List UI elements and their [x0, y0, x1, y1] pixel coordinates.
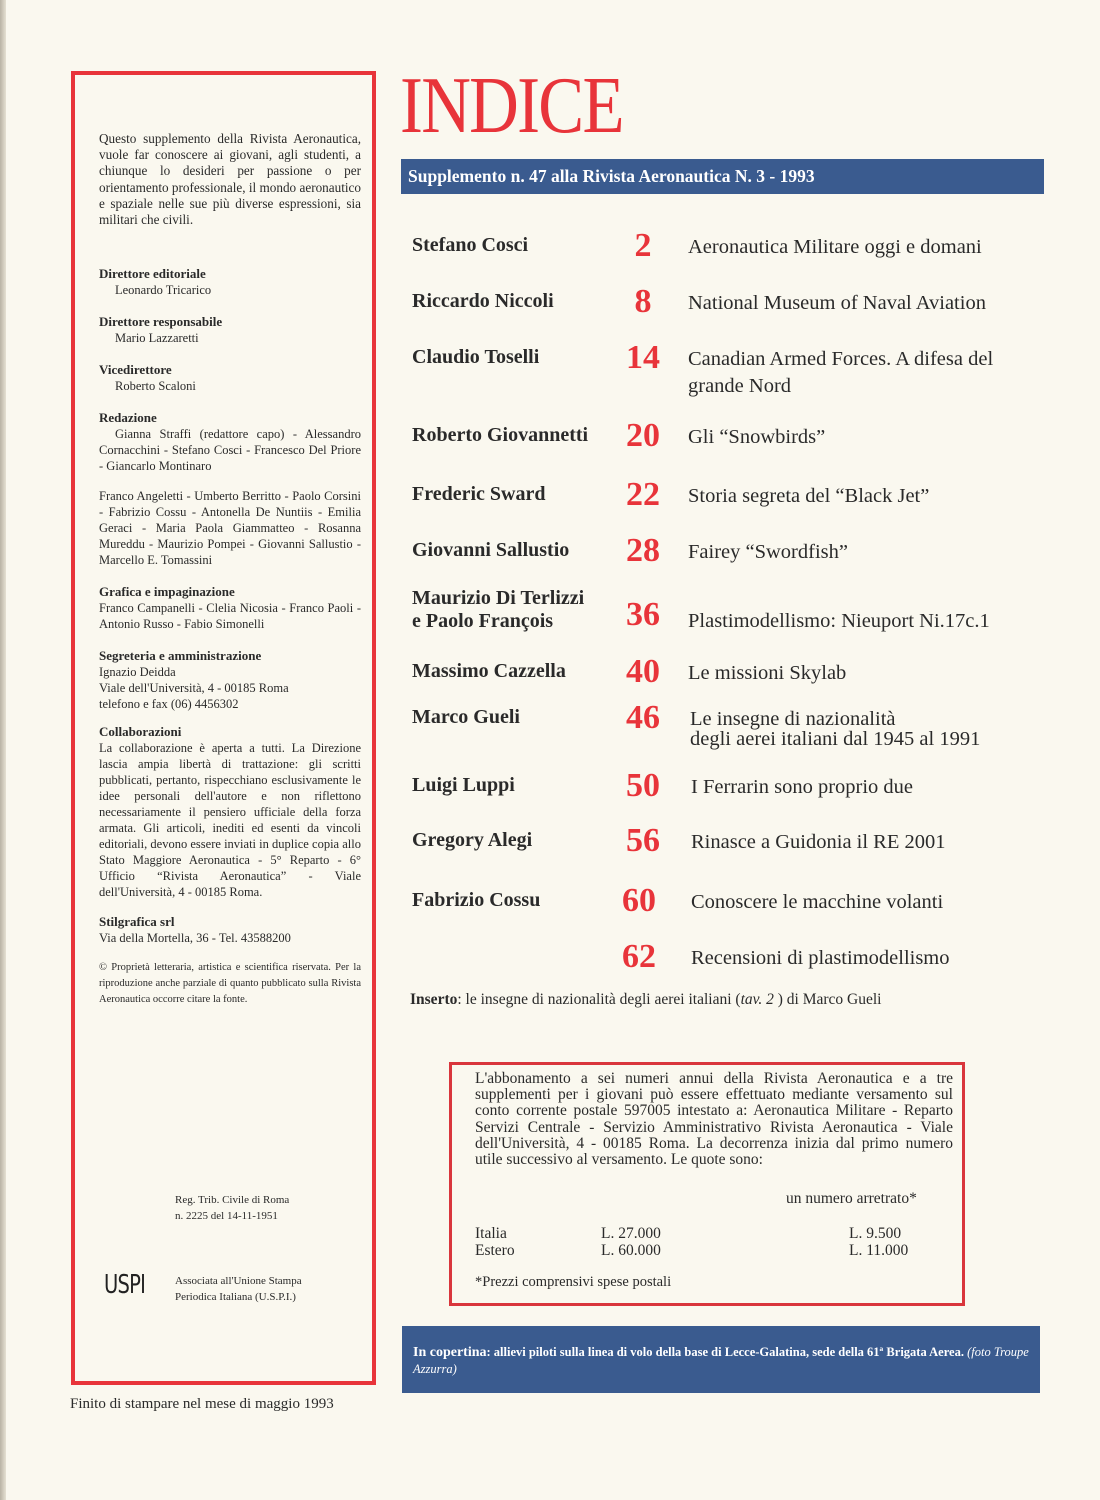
- uspi-line: Associata all'Unione Stampa: [175, 1275, 302, 1287]
- toc-entry[interactable]: [412, 767, 1042, 814]
- toc-title: Le missioni Skylab: [688, 662, 847, 684]
- toc-author: Frederic Sward: [412, 483, 546, 505]
- toc-author: Marco Gueli: [412, 706, 520, 728]
- section-body: Leonardo Tricarico: [115, 283, 212, 298]
- toc-entry[interactable]: [412, 339, 1042, 397]
- price-annual: L. 60.000: [601, 1242, 661, 1259]
- cover-caption: [402, 1326, 1040, 1393]
- masthead: [99, 131, 361, 1008]
- toc-author: Gregory Alegi: [412, 829, 533, 851]
- section-title: Direttore editoriale: [99, 266, 206, 282]
- toc-page-number: 46: [626, 699, 660, 736]
- section-stilgrafica: [99, 914, 361, 946]
- inserto-label: Inserto: [410, 991, 458, 1008]
- price-footnote: *Prezzi comprensivi spese postali: [475, 1274, 672, 1290]
- section-title: Stilgrafica srl: [99, 914, 175, 930]
- toc-entry[interactable]: [412, 227, 1042, 274]
- section-segreteria: [99, 648, 361, 712]
- toc-title: National Museum of Naval Aviation: [688, 292, 986, 314]
- toc-entry[interactable]: [412, 476, 1042, 523]
- toc-author: Luigi Luppi: [412, 774, 515, 796]
- section-body: Via della Mortella, 36 - Tel. 43588200: [99, 931, 291, 946]
- toc-title: Plastimodellismo: Nieuport Ni.17c.1: [688, 610, 990, 632]
- toc-title: Recensioni di plastimodellismo: [691, 947, 950, 969]
- toc-title: Fairey “Swordfish”: [688, 541, 848, 563]
- cover-credit: (foto Troupe Azzurra): [413, 1345, 1029, 1376]
- toc-title: Rinasce a Guidonia il RE 2001: [691, 831, 946, 853]
- toc-author: [412, 587, 584, 633]
- cover-text: : allievi piloti sulla linea di volo della base di Lecce-Galatina, sede della 61ª Brigata Aerea.: [486, 1345, 968, 1359]
- toc-author: Fabrizio Cossu: [412, 889, 541, 911]
- toc-page-number: 14: [626, 339, 660, 376]
- section-body: Mario Lazzaretti: [115, 331, 199, 346]
- section-direttore-responsabile: [99, 314, 361, 346]
- toc-author: Giovanni Sallustio: [412, 539, 570, 561]
- toc-entry[interactable]: [412, 587, 1042, 637]
- toc-entry[interactable]: [412, 699, 1042, 752]
- section-line: telefono e fax (06) 4456302: [99, 697, 239, 712]
- toc-title-line: Le insegne di nazionalità: [690, 708, 896, 730]
- toc-entry[interactable]: [412, 532, 1042, 579]
- supplement-banner: Supplemento n. 47 alla Rivista Aeronautica N. 3 - 1993: [401, 159, 1044, 194]
- toc-page-number: 50: [626, 767, 660, 804]
- toc-title: Aeronautica Militare oggi e domani: [688, 236, 982, 258]
- section-title: Redazione: [99, 410, 157, 426]
- registration-line: n. 2225 del 14-11-1951: [175, 1210, 278, 1222]
- uspi-association: [175, 1273, 302, 1305]
- toc-entry[interactable]: [412, 283, 1042, 330]
- toc-title-line: degli aerei italiani dal 1945 al 1991: [690, 728, 981, 750]
- toc-title: Storia segreta del “Black Jet”: [688, 485, 930, 507]
- section-body-contributors: Franco Angeletti - Umberto Berritto - Paolo Corsini - Fabrizio Cossu - Antonella De Nuntiis - Emilia Geraci - Maria Paola Giammatteo - Rosanna Mureddu - Maurizio Pompei - Giovanni Sallustio - Marcello E. Tomassini: [99, 489, 361, 568]
- toc-title: Canadian Armed Forces. A difesa del grande Nord: [688, 348, 994, 397]
- toc-author: Stefano Cosci: [412, 234, 529, 256]
- section-body: Franco Campanelli - Clelia Nicosia - Franco Paoli - Antonio Russo - Fabio Simonelli: [99, 601, 361, 632]
- uspi-logo: USPI: [104, 1270, 146, 1300]
- price-region: Estero: [475, 1242, 515, 1259]
- toc-page-number: 22: [626, 476, 660, 513]
- toc-author-line: Maurizio Di Terlizzi: [412, 587, 585, 609]
- section-body: Gianna Straffi (redattore capo) - Alessandro Cornacchini - Stefano Cosci - Francesco Del Priore - Giancarlo Montinaro: [99, 427, 361, 474]
- section-body: La collaborazione è aperta a tutti. La Direzione lascia ampia libertà di trattazione: gli scritti pubblicati, pertanto, rispecchiano esclusivamente le idee personali dell'autore e non riflettono necessariamente il pensiero ufficiale della forza armata. Gli articoli, inediti ed esenti da vincoli editoriali, devono essere inviati in duplice copia allo Stato Maggiore Aeronautica - 5° Reparto - 6° Ufficio “Rivista Aeronautica” - Viale dell'Università, 4 - 00185 Roma.: [99, 741, 361, 900]
- toc-title: [690, 709, 1050, 749]
- price-region: Italia: [475, 1225, 507, 1242]
- cover-label: In copertina: [413, 1345, 487, 1360]
- page-spine-shadow: [0, 0, 6, 1500]
- toc-page-number: 8: [634, 283, 652, 320]
- section-redazione: [99, 410, 361, 568]
- section-grafica: [99, 584, 361, 632]
- toc-page-number: 20: [626, 417, 660, 454]
- inserto-tav: tav. 2: [740, 991, 774, 1008]
- toc-author: Claudio Toselli: [412, 346, 540, 368]
- toc-page-number: 60: [622, 882, 656, 919]
- print-date: Finito di stampare nel mese di maggio 1993: [70, 1396, 334, 1412]
- toc-entry[interactable]: [412, 882, 1042, 929]
- toc-title: Gli “Snowbirds”: [688, 426, 826, 448]
- toc-author: Massimo Cazzella: [412, 660, 566, 682]
- section-body: Roberto Scaloni: [115, 379, 196, 394]
- toc-entry[interactable]: [412, 417, 1042, 464]
- registration-line: Reg. Trib. Civile di Roma: [175, 1194, 290, 1206]
- toc-page-number: 2: [634, 227, 652, 264]
- copyright-notice: © Proprietà letteraria, artistica e scientifica riservata. Per la riproduzione anche parziale di quanto pubblicato sulla Rivista Aeronautica occorre citare la fonte.: [99, 962, 361, 1006]
- toc-page-number: 40: [626, 653, 660, 690]
- price-annual: L. 27.000: [601, 1225, 661, 1242]
- toc-author: Riccardo Niccoli: [412, 290, 554, 312]
- section-title: Grafica e impaginazione: [99, 584, 235, 600]
- toc-entry[interactable]: [412, 653, 1042, 700]
- section-title: Direttore responsabile: [99, 314, 223, 330]
- toc-entry[interactable]: [412, 822, 1042, 869]
- uspi-line: Periodica Italiana (U.S.P.I.): [175, 1291, 296, 1303]
- toc-author: Roberto Giovannetti: [412, 424, 589, 446]
- registration: [175, 1192, 289, 1224]
- toc-page-number: 28: [626, 532, 660, 569]
- toc-page-number: 62: [622, 938, 656, 975]
- inserto-text: : le insegne di nazionalità degli aerei italiani (: [457, 991, 741, 1008]
- section-title: Segreteria e amministrazione: [99, 648, 262, 664]
- toc-author-line: e Paolo François: [412, 610, 554, 632]
- section-title: Vicedirettore: [99, 362, 172, 378]
- page-title: INDICE: [400, 62, 623, 150]
- price-arretrato: L. 11.000: [849, 1242, 909, 1259]
- inserto-note: [410, 991, 881, 1009]
- section-direttore-editoriale: [99, 266, 361, 298]
- toc-title: Conoscere le macchine volanti: [691, 891, 944, 913]
- section-line: Viale dell'Università, 4 - 00185 Roma: [99, 681, 289, 696]
- inserto-text-after: ) di Marco Gueli: [773, 991, 882, 1008]
- intro-text: Questo supplemento della Rivista Aeronautica, vuole far conoscere ai giovani, agli studenti, a chiunque lo desideri per passione o per orientamento professionale, il mondo aeronautico e spaziale nelle sue più diverse espressioni, sia militari che civili.: [99, 131, 361, 228]
- section-title: Collaborazioni: [99, 724, 182, 740]
- price-arretrato: L. 9.500: [849, 1225, 902, 1242]
- arretrato-header: un numero arretrato*: [786, 1190, 917, 1207]
- toc-page-number: 56: [626, 822, 660, 859]
- section-line: Ignazio Deidda: [99, 665, 176, 680]
- toc-entry[interactable]: [412, 938, 1042, 985]
- toc-page-number: 36: [626, 596, 660, 633]
- section-collaborazioni: [99, 724, 361, 900]
- toc-title: I Ferrarin sono proprio due: [691, 776, 914, 798]
- subscription-text: L'abbonamento a sei numeri annui della Rivista Aeronautica e a tre supplementi per i giovani può essere effettuato mediante versamento sul conto corrente postale 597005 intestato a: Aeronautica Militare - Reparto Servizi Centrale - Servizio Amministrativo Rivista Aeronautica - Viale dell'Università, 4 - 00185 Roma. La decorrenza inizia dal primo numero utile successivo al versamento. Le quote sono:: [475, 1070, 953, 1169]
- section-vicedirettore: [99, 362, 361, 394]
